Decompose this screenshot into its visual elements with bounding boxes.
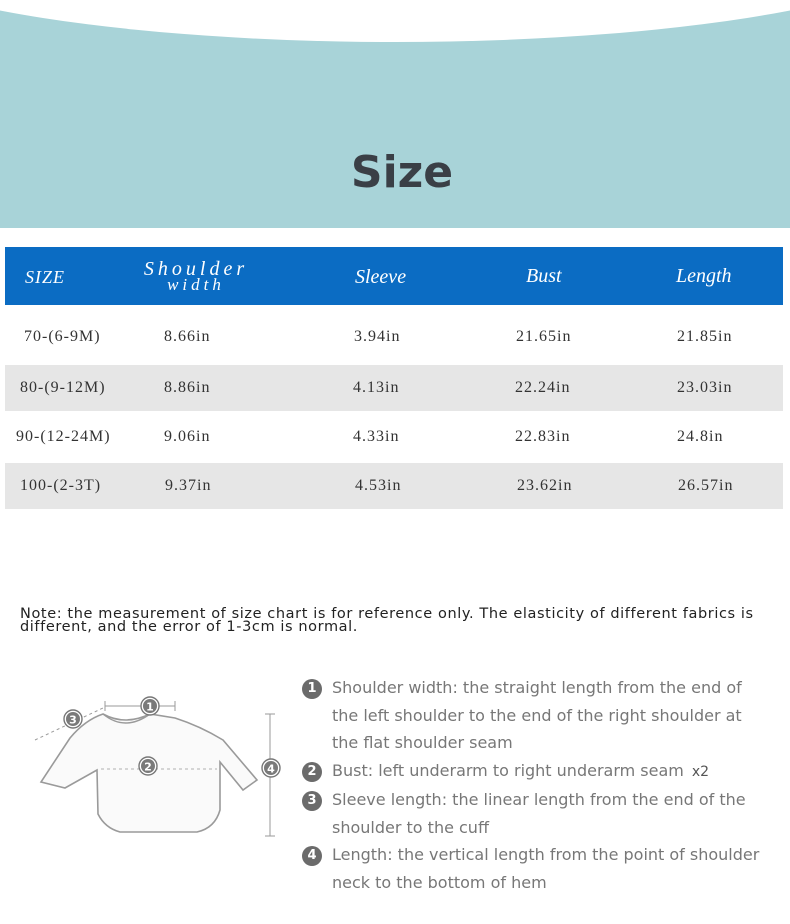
cell-length: 23.03in bbox=[677, 379, 733, 396]
garment-diagram bbox=[25, 690, 290, 845]
legend-suffix: x2 bbox=[691, 763, 710, 780]
cell-bust: 22.83in bbox=[515, 428, 571, 445]
header-sleeve: Sleeve bbox=[355, 266, 407, 288]
cell-length: 26.57in bbox=[678, 477, 734, 494]
cell-shoulder: 9.06in bbox=[164, 428, 211, 445]
cell-sleeve: 4.33in bbox=[353, 428, 400, 445]
cell-size: 70-(6-9M) bbox=[24, 328, 101, 345]
cell-sleeve: 3.94in bbox=[354, 328, 401, 345]
legend-item-length bbox=[302, 841, 772, 896]
cell-size: 90-(12-24M) bbox=[16, 428, 111, 445]
table-row bbox=[5, 463, 783, 509]
measurement-legend bbox=[302, 674, 772, 896]
number-3-icon: 3 bbox=[302, 791, 322, 811]
legend-text: Length: the vertical length from the point of shoulder neck to the bottom of hem bbox=[332, 845, 760, 892]
legend-item-shoulder bbox=[302, 674, 772, 757]
diagram-badge-2 bbox=[139, 757, 157, 775]
header-shoulder-width bbox=[140, 258, 252, 294]
legend-text: Shoulder width: the straight length from the end of the left shoulder to the end of the right shoulder at the flat shoulder seam bbox=[332, 678, 742, 752]
diagram-badge-4 bbox=[262, 759, 280, 777]
diagram-badge-1 bbox=[141, 697, 159, 715]
cell-sleeve: 4.13in bbox=[353, 379, 400, 396]
table-row bbox=[5, 365, 783, 411]
header-shoulder-line2: width bbox=[167, 275, 225, 294]
header-shoulder-line1: Shoulder bbox=[143, 258, 249, 280]
table-row bbox=[5, 309, 783, 365]
legend-item-bust bbox=[302, 757, 772, 787]
cell-size: 100-(2-3T) bbox=[20, 477, 102, 494]
table-row bbox=[5, 411, 783, 463]
legend-text: Bust: left underarm to right underarm seam bbox=[332, 760, 684, 780]
svg-text:3: 3 bbox=[69, 713, 77, 727]
number-1-icon: 1 bbox=[302, 679, 322, 699]
cell-bust: 22.24in bbox=[515, 379, 571, 396]
reference-note: Note: the measurement of size chart is for reference only. The elasticity of different fabrics is different, and the error of 1-3cm is normal. bbox=[20, 606, 754, 635]
header-bust: Bust bbox=[526, 265, 562, 287]
cell-length: 24.8in bbox=[677, 428, 724, 445]
page-title: Size bbox=[350, 147, 454, 198]
cell-bust: 23.62in bbox=[517, 477, 573, 494]
cell-sleeve: 4.53in bbox=[355, 477, 402, 494]
cell-shoulder: 8.86in bbox=[164, 379, 211, 396]
cell-shoulder: 9.37in bbox=[165, 477, 212, 494]
banner-arc bbox=[0, 0, 790, 42]
table-header bbox=[5, 247, 783, 305]
size-table bbox=[5, 247, 783, 509]
svg-text:1: 1 bbox=[146, 700, 154, 714]
cell-length: 21.85in bbox=[677, 328, 733, 345]
legend-text: Sleeve length: the linear length from the end of the shoulder to the cuff bbox=[332, 790, 746, 837]
header-size: SIZE bbox=[25, 267, 65, 287]
svg-text:2: 2 bbox=[144, 760, 152, 774]
cell-bust: 21.65in bbox=[516, 328, 572, 345]
cell-size: 80-(9-12M) bbox=[20, 379, 106, 396]
number-2-icon: 2 bbox=[302, 762, 322, 782]
legend-item-sleeve bbox=[302, 786, 772, 841]
number-4-icon: 4 bbox=[302, 846, 322, 866]
svg-text:4: 4 bbox=[267, 762, 275, 776]
diagram-badge-3 bbox=[64, 710, 82, 728]
cell-shoulder: 8.66in bbox=[164, 328, 211, 345]
header-length: Length bbox=[676, 265, 732, 287]
